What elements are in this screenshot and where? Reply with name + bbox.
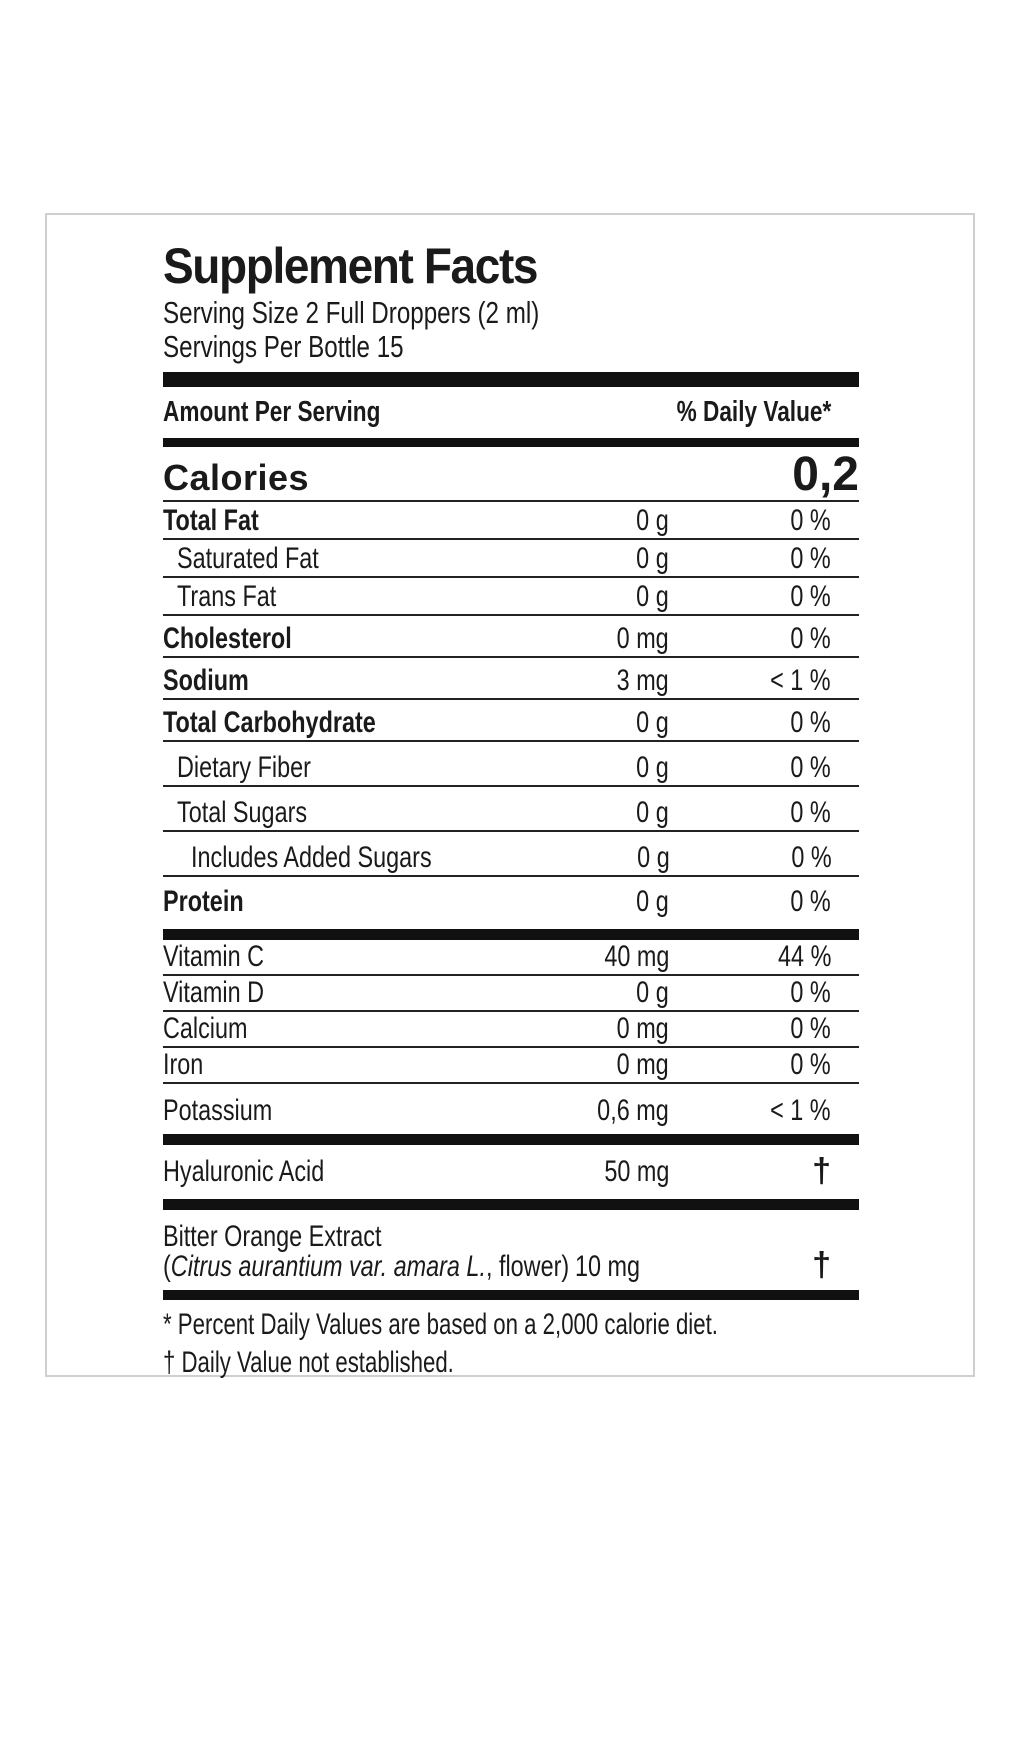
amount-per-serving-label: Amount Per Serving (163, 396, 381, 428)
vitamin-name: Vitamin D (163, 976, 265, 1009)
nutrient-row-sodium (163, 658, 859, 700)
nutrient-daily-value: 0 % (790, 796, 831, 829)
footnote-daily-values: * Percent Daily Values are based on a 2,000 calorie diet. (163, 1308, 718, 1341)
divider-medium (163, 438, 859, 447)
nutrient-name: Trans Fat (177, 580, 277, 613)
nutrient-amount: 3 mg (616, 664, 669, 697)
calories-row (163, 447, 859, 502)
dagger-mark: † (812, 1152, 831, 1190)
vitamin-daily-value: 0 % (790, 976, 831, 1009)
daily-value-header: % Daily Value* (676, 396, 831, 428)
nutrient-amount: 0 g (636, 706, 669, 739)
vitamin-name: Potassium (163, 1094, 273, 1127)
nutrient-row-saturated-fat (163, 540, 859, 578)
extract-source: (Citrus aurantium var. amara L., flower) (163, 1250, 570, 1283)
serving-size: Serving Size 2 Full Droppers (2 ml) (163, 295, 540, 330)
nutrient-amount: 0 g (636, 751, 669, 784)
nutrient-daily-value: 0 % (790, 885, 831, 918)
vitamin-name: Iron (163, 1048, 204, 1081)
nutrient-row-dietary-fiber (163, 742, 859, 787)
amount-header-row (163, 387, 859, 438)
vitamin-daily-value: < 1 % (770, 1094, 831, 1127)
calories-value: 0,2 (792, 448, 859, 501)
nutrient-daily-value: 0 % (790, 622, 831, 655)
nutrient-row-protein (163, 877, 859, 919)
vitamin-row-vitamin-c (163, 940, 859, 976)
nutrient-daily-value: 0 % (790, 751, 831, 784)
vitamin-row-calcium (163, 1012, 859, 1048)
vitamin-daily-value: 0 % (790, 1012, 831, 1045)
nutrient-name: Dietary Fiber (177, 751, 311, 784)
nutrient-amount: 0 g (636, 504, 669, 537)
nutrient-amount: 0 mg (616, 622, 669, 655)
nutrient-amount: 0 g (636, 542, 669, 575)
supplement-facts-panel (163, 238, 859, 1382)
nutrient-name: Cholesterol (163, 622, 292, 655)
nutrient-name: Saturated Fat (177, 542, 319, 575)
nutrient-amount: 0 g (637, 841, 670, 874)
nutrient-amount: 0 g (636, 796, 669, 829)
nutrient-row-total-fat (163, 502, 859, 540)
nutrient-name: Sodium (163, 664, 249, 697)
nutrient-daily-value: 0 % (791, 841, 832, 874)
nutrient-row-added-sugars (163, 832, 859, 877)
vitamin-amount: 0 g (636, 976, 669, 1009)
vitamin-row-vitamin-d (163, 976, 859, 1012)
nutrient-name: Total Fat (163, 504, 259, 537)
panel-title: Supplement Facts (163, 238, 538, 294)
nutrient-name: Includes Added Sugars (191, 841, 432, 874)
nutrient-name: Protein (163, 885, 244, 918)
ingredient-name: Hyaluronic Acid (163, 1155, 325, 1188)
nutrient-amount: 0 g (636, 885, 669, 918)
dagger-mark: † (812, 1246, 831, 1284)
vitamin-row-iron (163, 1048, 859, 1084)
nutrient-daily-value: < 1 % (770, 664, 831, 697)
nutrient-amount: 0 g (636, 580, 669, 613)
ingredient-row-bitter-orange (163, 1210, 859, 1290)
extract-amount: 10 mg (575, 1250, 641, 1283)
vitamin-name: Calcium (163, 1012, 248, 1045)
nutrient-row-total-carbohydrate (163, 700, 859, 742)
servings-per-bottle: Servings Per Bottle 15 (163, 329, 404, 364)
divider-thick (163, 372, 859, 387)
vitamin-row-potassium (163, 1084, 859, 1128)
nutrient-daily-value: 0 % (790, 542, 831, 575)
vitamin-amount: 0,6 mg (597, 1094, 669, 1127)
divider-footnote (163, 1290, 859, 1300)
divider-vitamins (163, 929, 859, 940)
ingredient-amount: 50 mg (603, 1155, 669, 1188)
nutrient-name: Total Sugars (177, 796, 308, 829)
footnotes (163, 1306, 859, 1382)
vitamin-amount: 40 mg (603, 940, 669, 973)
nutrient-daily-value: 0 % (790, 504, 831, 537)
nutrient-daily-value: 0 % (790, 706, 831, 739)
vitamin-amount: 0 mg (616, 1048, 669, 1081)
vitamin-amount: 0 mg (616, 1012, 669, 1045)
serving-info (163, 296, 859, 364)
nutrient-row-trans-fat (163, 578, 859, 616)
divider-extract (163, 1199, 859, 1210)
nutrient-row-total-sugars (163, 787, 859, 832)
extract-name: Bitter Orange Extract (163, 1220, 382, 1253)
vitamin-name: Vitamin C (163, 940, 265, 973)
vitamin-daily-value: 44 % (777, 940, 831, 973)
footnote-not-established: † Daily Value not established. (163, 1346, 454, 1379)
nutrient-row-cholesterol (163, 616, 859, 658)
vitamin-daily-value: 0 % (790, 1048, 831, 1081)
calories-label: Calories (163, 457, 310, 498)
divider-hyaluronic (163, 1134, 859, 1145)
ingredient-row-hyaluronic-acid (163, 1145, 859, 1199)
nutrient-daily-value: 0 % (790, 580, 831, 613)
nutrient-name: Total Carbohydrate (163, 706, 376, 739)
